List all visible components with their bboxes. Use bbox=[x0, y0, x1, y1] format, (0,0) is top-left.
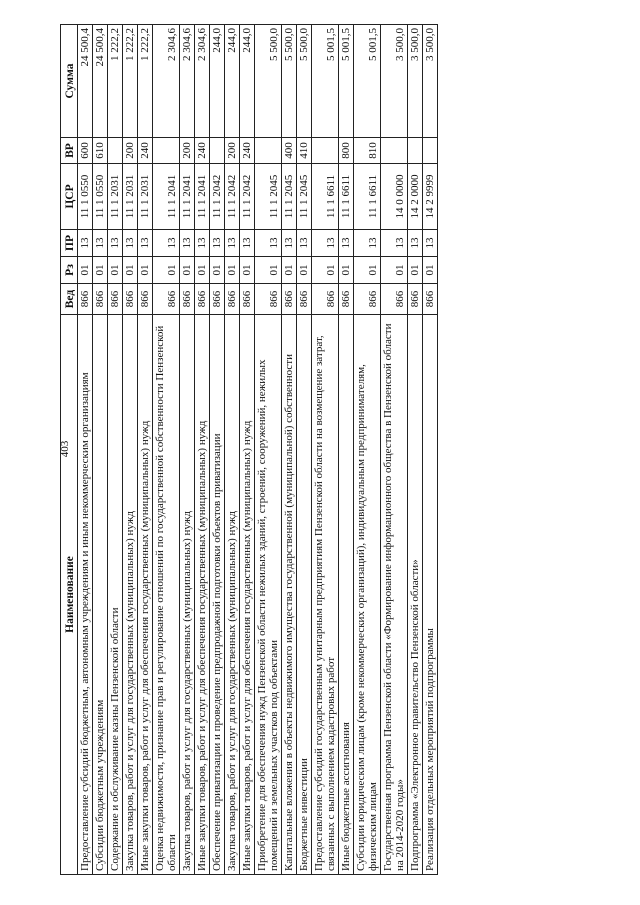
cell-ved: 866 bbox=[255, 284, 282, 315]
cell-csr: 11 1 0550 bbox=[93, 164, 108, 230]
cell-vr: 610 bbox=[93, 138, 108, 164]
cell-rz: 01 bbox=[408, 257, 423, 284]
cell-name: Оценка недвижимости, признание прав и регулирование отношений по государственной собственности Пензенской области bbox=[153, 315, 180, 875]
cell-pr: 13 bbox=[255, 230, 282, 257]
cell-name: Государственная программа Пензенской области «Формирование информационного общества в Пензенской области на 2014-2020 годы» bbox=[381, 315, 408, 875]
cell-csr: 11 1 2031 bbox=[138, 164, 153, 230]
table-row bbox=[423, 25, 438, 875]
header-rz: Рз bbox=[61, 257, 78, 284]
header-pr: ПР bbox=[61, 230, 78, 257]
table-row bbox=[255, 25, 282, 875]
header-csr: ЦСР bbox=[61, 164, 78, 230]
table-row bbox=[123, 25, 138, 875]
table-row bbox=[282, 25, 297, 875]
cell-pr: 13 bbox=[93, 230, 108, 257]
cell-name: Субсидии юридическим лицам (кроме некоммерческих организаций), индивидуальным предпринимателям, физическим лицам bbox=[354, 315, 381, 875]
cell-sum: 244,0 bbox=[210, 25, 225, 138]
cell-pr: 13 bbox=[423, 230, 438, 257]
cell-name: Бюджетные инвестиции bbox=[297, 315, 312, 875]
table-header-row bbox=[61, 25, 78, 875]
cell-pr: 13 bbox=[78, 230, 93, 257]
cell-pr: 13 bbox=[108, 230, 123, 257]
cell-vr bbox=[108, 138, 123, 164]
cell-csr: 14 2 0000 bbox=[408, 164, 423, 230]
cell-csr: 11 1 6611 bbox=[354, 164, 381, 230]
cell-pr: 13 bbox=[225, 230, 240, 257]
cell-name: Иные закупки товаров, работ и услуг для обеспечения государственных (муниципальных) нужд bbox=[195, 315, 210, 875]
cell-csr: 11 1 2042 bbox=[210, 164, 225, 230]
table-row bbox=[354, 25, 381, 875]
cell-rz: 01 bbox=[153, 257, 180, 284]
cell-sum: 5 001,5 bbox=[354, 25, 381, 138]
cell-vr bbox=[255, 138, 282, 164]
cell-ved: 866 bbox=[297, 284, 312, 315]
table-row bbox=[240, 25, 255, 875]
cell-sum: 1 222,2 bbox=[138, 25, 153, 138]
cell-pr: 13 bbox=[138, 230, 153, 257]
cell-rz: 01 bbox=[381, 257, 408, 284]
cell-csr: 11 1 0550 bbox=[78, 164, 93, 230]
page-number: 403 bbox=[59, 440, 71, 458]
cell-vr: 600 bbox=[78, 138, 93, 164]
cell-rz: 01 bbox=[195, 257, 210, 284]
cell-sum: 2 304,6 bbox=[153, 25, 180, 138]
cell-rz: 01 bbox=[93, 257, 108, 284]
cell-ved: 866 bbox=[195, 284, 210, 315]
cell-rz: 01 bbox=[240, 257, 255, 284]
cell-rz: 01 bbox=[423, 257, 438, 284]
cell-ved: 866 bbox=[339, 284, 354, 315]
cell-csr: 11 1 6611 bbox=[312, 164, 339, 230]
cell-name: Реализация отдельных мероприятий подпрограммы bbox=[423, 315, 438, 875]
table-row bbox=[210, 25, 225, 875]
cell-vr: 200 bbox=[123, 138, 138, 164]
cell-vr: 810 bbox=[354, 138, 381, 164]
cell-csr: 11 1 2031 bbox=[123, 164, 138, 230]
cell-ved: 866 bbox=[312, 284, 339, 315]
table-row bbox=[180, 25, 195, 875]
cell-csr: 11 1 2042 bbox=[240, 164, 255, 230]
table-body bbox=[78, 25, 438, 875]
cell-ved: 866 bbox=[123, 284, 138, 315]
cell-name: Закупка товаров, работ и услуг для государственных (муниципальных) нужд bbox=[225, 315, 240, 875]
cell-csr: 14 2 9999 bbox=[423, 164, 438, 230]
cell-vr: 410 bbox=[297, 138, 312, 164]
cell-ved: 866 bbox=[210, 284, 225, 315]
cell-sum: 3 500,0 bbox=[408, 25, 423, 138]
cell-sum: 1 222,2 bbox=[123, 25, 138, 138]
table-row bbox=[138, 25, 153, 875]
cell-pr: 13 bbox=[123, 230, 138, 257]
cell-sum: 2 304,6 bbox=[180, 25, 195, 138]
cell-sum: 24 500,4 bbox=[93, 25, 108, 138]
cell-vr: 240 bbox=[138, 138, 153, 164]
table-row bbox=[339, 25, 354, 875]
cell-ved: 866 bbox=[354, 284, 381, 315]
table-row bbox=[108, 25, 123, 875]
cell-sum: 5 001,5 bbox=[312, 25, 339, 138]
table-row bbox=[153, 25, 180, 875]
rotated-page bbox=[60, 25, 640, 875]
cell-name: Приобретение для обеспечения нужд Пензенской области нежилых зданий, строений, сооружений, нежилых помещений и земельных участков под объектами bbox=[255, 315, 282, 875]
header-name: Наименование bbox=[61, 315, 78, 875]
cell-ved: 866 bbox=[423, 284, 438, 315]
table-row bbox=[297, 25, 312, 875]
cell-sum: 244,0 bbox=[225, 25, 240, 138]
cell-ved: 866 bbox=[225, 284, 240, 315]
cell-sum: 1 222,2 bbox=[108, 25, 123, 138]
cell-vr bbox=[153, 138, 180, 164]
cell-rz: 01 bbox=[180, 257, 195, 284]
cell-sum: 5 500,0 bbox=[282, 25, 297, 138]
cell-csr: 11 1 2041 bbox=[153, 164, 180, 230]
budget-table bbox=[60, 24, 438, 875]
cell-pr: 13 bbox=[240, 230, 255, 257]
cell-csr: 11 1 2045 bbox=[297, 164, 312, 230]
cell-rz: 01 bbox=[354, 257, 381, 284]
cell-csr: 11 1 2045 bbox=[282, 164, 297, 230]
cell-sum: 5 500,0 bbox=[255, 25, 282, 138]
cell-sum: 3 500,0 bbox=[381, 25, 408, 138]
cell-name: Обеспечение приватизации и проведение предпродажной подготовки объектов приватизации bbox=[210, 315, 225, 875]
header-sum: Сумма bbox=[61, 25, 78, 138]
table-row bbox=[381, 25, 408, 875]
cell-vr bbox=[408, 138, 423, 164]
cell-csr: 11 1 2041 bbox=[180, 164, 195, 230]
cell-vr bbox=[423, 138, 438, 164]
table-row bbox=[312, 25, 339, 875]
cell-rz: 01 bbox=[225, 257, 240, 284]
table-row bbox=[225, 25, 240, 875]
cell-name: Содержание и обслуживание казны Пензенской области bbox=[108, 315, 123, 875]
cell-pr: 13 bbox=[180, 230, 195, 257]
cell-pr: 13 bbox=[153, 230, 180, 257]
cell-ved: 866 bbox=[408, 284, 423, 315]
cell-csr: 11 1 6611 bbox=[339, 164, 354, 230]
cell-name: Иные закупки товаров, работ и услуг для обеспечения государственных (муниципальных) нужд bbox=[138, 315, 153, 875]
header-ved: Вед bbox=[61, 284, 78, 315]
cell-sum: 24 500,4 bbox=[78, 25, 93, 138]
cell-name: Закупка товаров, работ и услуг для государственных (муниципальных) нужд bbox=[180, 315, 195, 875]
cell-sum: 5 500,0 bbox=[297, 25, 312, 138]
cell-rz: 01 bbox=[282, 257, 297, 284]
cell-sum: 5 001,5 bbox=[339, 25, 354, 138]
cell-sum: 3 500,0 bbox=[423, 25, 438, 138]
cell-ved: 866 bbox=[108, 284, 123, 315]
cell-pr: 13 bbox=[339, 230, 354, 257]
cell-pr: 13 bbox=[297, 230, 312, 257]
cell-vr bbox=[210, 138, 225, 164]
cell-name: Субсидии бюджетным учреждениям bbox=[93, 315, 108, 875]
cell-rz: 01 bbox=[210, 257, 225, 284]
cell-rz: 01 bbox=[297, 257, 312, 284]
table-row bbox=[78, 25, 93, 875]
cell-rz: 01 bbox=[123, 257, 138, 284]
cell-pr: 13 bbox=[195, 230, 210, 257]
table-row bbox=[408, 25, 423, 875]
cell-pr: 13 bbox=[210, 230, 225, 257]
cell-name: Закупка товаров, работ и услуг для государственных (муниципальных) нужд bbox=[123, 315, 138, 875]
cell-name: Иные закупки товаров, работ и услуг для обеспечения государственных (муниципальных) нужд bbox=[240, 315, 255, 875]
cell-vr: 800 bbox=[339, 138, 354, 164]
cell-rz: 01 bbox=[339, 257, 354, 284]
cell-csr: 14 0 0000 bbox=[381, 164, 408, 230]
cell-vr bbox=[381, 138, 408, 164]
cell-rz: 01 bbox=[138, 257, 153, 284]
table-row bbox=[93, 25, 108, 875]
cell-vr: 200 bbox=[180, 138, 195, 164]
cell-ved: 866 bbox=[78, 284, 93, 315]
cell-ved: 866 bbox=[240, 284, 255, 315]
cell-csr: 11 1 2045 bbox=[255, 164, 282, 230]
cell-pr: 13 bbox=[408, 230, 423, 257]
cell-pr: 13 bbox=[282, 230, 297, 257]
cell-rz: 01 bbox=[312, 257, 339, 284]
cell-rz: 01 bbox=[255, 257, 282, 284]
cell-vr bbox=[312, 138, 339, 164]
cell-pr: 13 bbox=[354, 230, 381, 257]
cell-csr: 11 1 2031 bbox=[108, 164, 123, 230]
cell-name: Предоставление субсидий бюджетным, автономным учреждениям и иным некоммерческим организациям bbox=[78, 315, 93, 875]
cell-csr: 11 1 2042 bbox=[225, 164, 240, 230]
cell-sum: 2 304,6 bbox=[195, 25, 210, 138]
cell-ved: 866 bbox=[138, 284, 153, 315]
cell-ved: 866 bbox=[180, 284, 195, 315]
cell-vr: 200 bbox=[225, 138, 240, 164]
cell-vr: 400 bbox=[282, 138, 297, 164]
cell-ved: 866 bbox=[93, 284, 108, 315]
cell-name: Подпрограмма «Электронное правительство Пензенской области» bbox=[408, 315, 423, 875]
cell-vr: 240 bbox=[195, 138, 210, 164]
cell-pr: 13 bbox=[381, 230, 408, 257]
cell-rz: 01 bbox=[78, 257, 93, 284]
cell-ved: 866 bbox=[282, 284, 297, 315]
cell-name: Капитальные вложения в объекты недвижимого имущества государственной (муниципальной) собственности bbox=[282, 315, 297, 875]
cell-name: Предоставление субсидий государственным унитарным предприятиям Пензенской области на возмещение затрат, связанных с выполнением кадастровых работ bbox=[312, 315, 339, 875]
cell-rz: 01 bbox=[108, 257, 123, 284]
cell-pr: 13 bbox=[312, 230, 339, 257]
header-vr: ВР bbox=[61, 138, 78, 164]
table-row bbox=[195, 25, 210, 875]
cell-sum: 244,0 bbox=[240, 25, 255, 138]
cell-ved: 866 bbox=[153, 284, 180, 315]
cell-name: Иные бюджетные ассигнования bbox=[339, 315, 354, 875]
cell-ved: 866 bbox=[381, 284, 408, 315]
cell-vr: 240 bbox=[240, 138, 255, 164]
cell-csr: 11 1 2041 bbox=[195, 164, 210, 230]
